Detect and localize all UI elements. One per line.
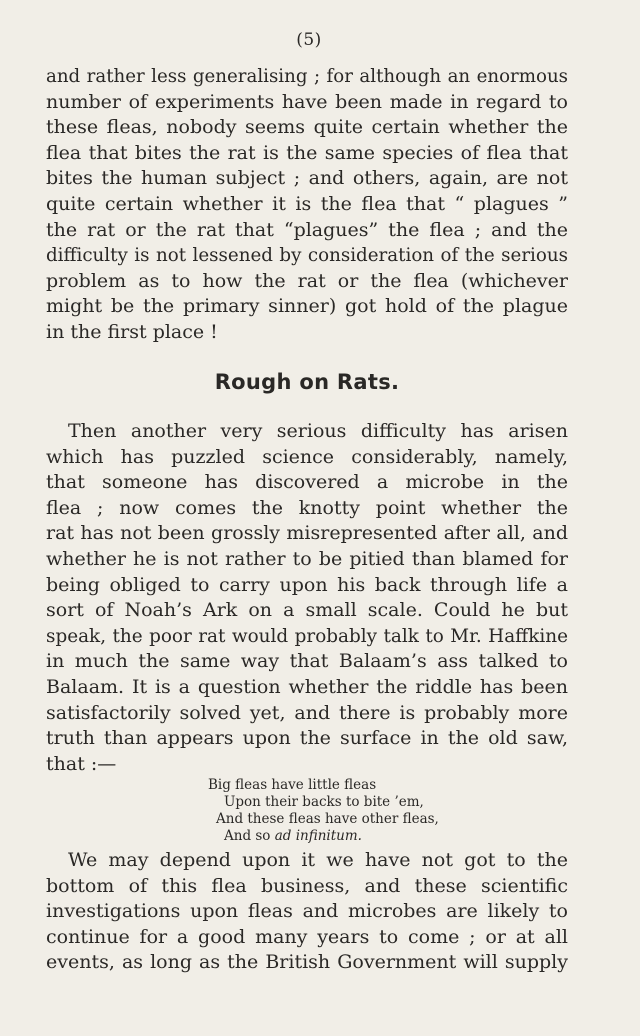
text-line: being obliged to carry upon his back through life a [46,573,568,596]
verse-line: Upon their backs to bite ’em, [224,794,424,810]
text-line: continue for a good many years to come ; or at all [46,925,568,948]
text-line: truth than appears upon the surface in the old saw, [46,727,568,750]
verse-line-text: And so [224,828,275,844]
text-line: bottom of this flea business, and these scientific [46,874,568,897]
text-line: sort of Noah’s Ark on a small scale. Could he but [46,599,568,622]
quoted-verse [208,777,439,845]
verse-line: And these fleas have other fleas, [216,811,439,827]
paragraph-microbe-difficulty [46,419,568,777]
text-line: that :— [46,752,117,775]
text-line: might be the primary sinner) got hold of the plague [46,295,568,318]
text-line: which has puzzled science considerably, namely, [46,445,568,468]
text-line: We may depend upon it we have not got to the [68,849,568,871]
verse-line: Big fleas have little fleas [208,777,377,793]
verse-line-italic: ad infinitum. [274,828,362,844]
text-line: in much the same way that Balaam’s ass talked to [46,650,568,673]
text-line: flea ; now comes the knotty point whether the [46,496,568,519]
text-line: the rat or the rat that “plagues” the flea ; and the [46,218,568,241]
paragraph-flea-business [46,848,568,976]
text-line: problem as to how the rat or the flea (whichever [46,269,568,292]
section-heading: Rough on Rats. [214,370,400,394]
text-line: in the first place ! [46,320,218,343]
text-line: number of experiments have been made in regard to [46,90,568,113]
text-line: satisfactorily solved yet, and there is probably more [46,701,568,724]
text-line: Balaam. It is a question whether the riddle has been [46,675,568,698]
text-line: Then another very serious difficulty has arisen [68,420,568,442]
text-line: these fleas, nobody seems quite certain whether the [46,116,568,139]
text-line: whether he is not rather to be pitied than blamed for [46,547,568,570]
text-line: and rather less generalising ; for although an enormous [46,66,568,87]
text-line: investigations upon fleas and microbes are likely to [46,900,568,923]
paragraph-flea-uncertainty [46,64,568,346]
text-line: events, as long as the British Government will supply [46,951,568,974]
text-line: bites the human subject ; and others, again, are not [46,167,568,190]
text-line: rat has not been grossly misrepresented after all, and [46,522,568,545]
text-line: flea that bites the rat is the same species of flea that [46,141,568,164]
verse-line [208,828,439,845]
text-line: difficulty is not lessened by consideration of the serious [46,245,568,267]
page-number: (5) [296,30,322,50]
text-line: quite certain whether it is the flea that “ plagues ” [46,192,568,215]
text-line: that someone has discovered a microbe in the [46,471,568,494]
text-line: speak, the poor rat would probably talk to Mr. Haffkine [46,625,568,647]
